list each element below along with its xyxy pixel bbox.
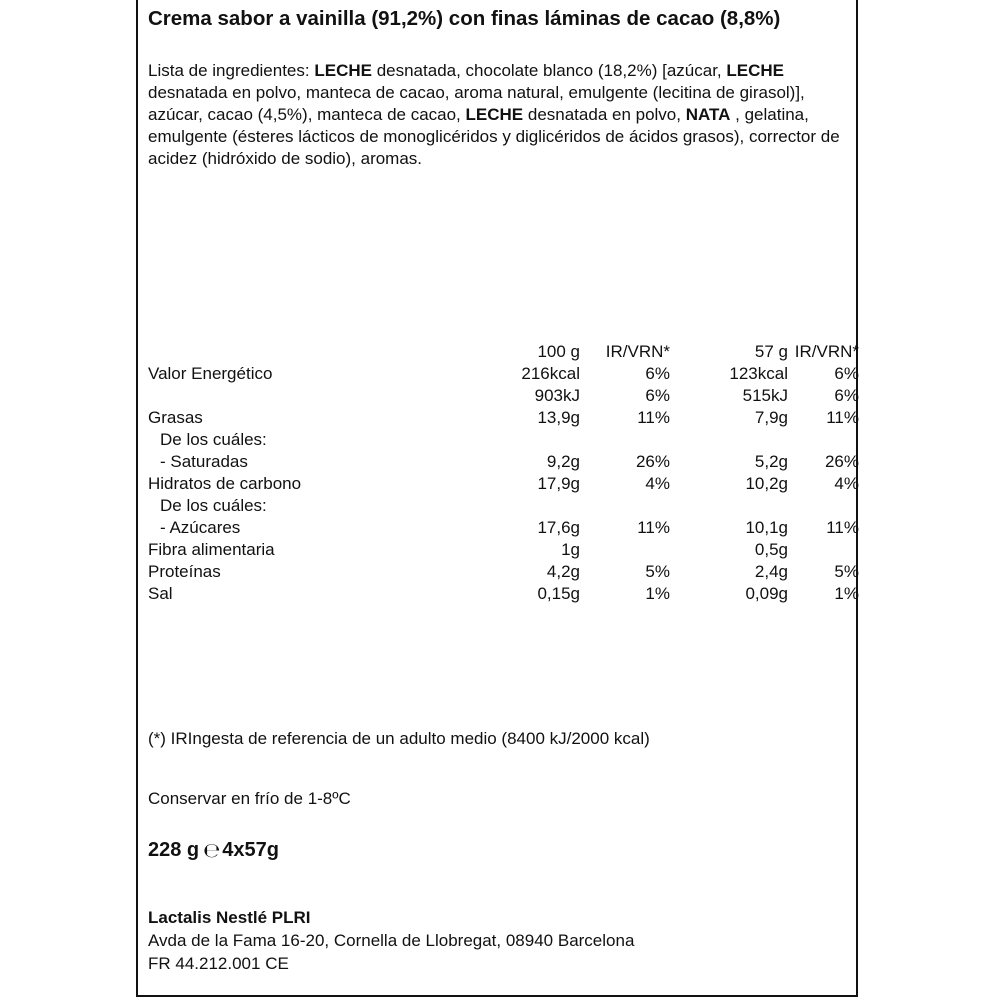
nutrition-cell-label: De los cuáles:	[160, 430, 267, 449]
header-57g: 57 g	[754, 342, 788, 361]
nutrition-cell-label: Hidratos de carbono	[148, 474, 302, 493]
estimated-sign-icon: ℮	[203, 838, 221, 862]
nutrition-row	[148, 539, 859, 561]
net-weight	[148, 838, 279, 862]
allergen-text: LECHE	[726, 61, 784, 80]
nutrition-cell-ir100: 6%	[645, 386, 670, 405]
nutrition-cell-v57	[670, 495, 788, 517]
reference-intake-note: (*) IRIngesta de referencia de un adulto medio (8400 kJ/2000 kcal)	[148, 729, 650, 748]
company-info	[148, 906, 634, 975]
nutrition-row	[148, 363, 859, 385]
header-ir-100g: IR/VRN*	[605, 342, 670, 361]
nutrition-cell-ir100	[580, 539, 670, 561]
nutrition-row	[148, 473, 859, 495]
nutrition-cell-v100	[508, 429, 580, 451]
nutrition-header-row	[148, 341, 859, 363]
nutrition-cell-ir100: 6%	[645, 364, 670, 383]
nutrition-cell-v57: 2,4g	[754, 562, 788, 581]
nutrition-cell-label: Proteínas	[148, 562, 221, 581]
nutrition-cell-v57: 10,2g	[745, 474, 788, 493]
ingredient-text: Lista de ingredientes:	[148, 61, 315, 80]
allergen-text: LECHE	[314, 61, 372, 80]
nutrition-cell-label: Grasas	[148, 408, 203, 427]
nutrition-row	[148, 583, 859, 605]
company-name: Lactalis Nestlé PLRI	[148, 908, 311, 927]
nutrition-row	[148, 451, 859, 473]
nutrition-cell-v100: 903kJ	[534, 386, 580, 405]
nutrition-cell-label: - Azúcares	[160, 518, 241, 537]
allergen-text: LECHE	[465, 105, 524, 124]
nutrition-cell-label	[148, 385, 508, 407]
header-label	[148, 341, 508, 363]
nutrition-cell-v100: 1g	[561, 540, 580, 559]
nutrition-cell-label: Valor Energético	[148, 364, 273, 383]
nutrition-cell-v57: 0,09g	[745, 584, 788, 603]
nutrition-cell-label: Sal	[148, 584, 173, 603]
nutrition-cell-ir100: 5%	[645, 562, 670, 581]
nutrition-cell-ir100: 1%	[645, 584, 670, 603]
nutrition-table	[148, 341, 859, 605]
ingredient-text: , gelatina, emulgente (ésteres lácticos de monoglicéridos y diglicéridos de ácidos grasos), corrector de acidez (hidróxido de sodio), aromas.	[148, 105, 840, 168]
nutrition-cell-ir100: 11%	[637, 518, 670, 537]
nutrition-row	[148, 561, 859, 583]
nutrition-cell-v57: 7,9g	[754, 408, 788, 427]
nutrition-cell-ir100	[580, 495, 670, 517]
nutrition-cell-ir100	[580, 429, 670, 451]
nutrition-cell-v100	[508, 495, 580, 517]
nutrition-cell-v100: 17,9g	[537, 474, 580, 493]
header-100g: 100 g	[537, 342, 580, 361]
header-ir-57g: IR/VRN*	[794, 342, 859, 361]
nutrition-row	[148, 385, 859, 407]
nutrition-cell-v100: 0,15g	[537, 584, 580, 603]
ingredient-text: desnatada en polvo,	[523, 105, 686, 124]
nutrition-cell-v57: 123kcal	[729, 364, 788, 383]
nutrition-cell-v57	[670, 429, 788, 451]
nutrition-cell-v100: 9,2g	[546, 452, 580, 471]
ingredient-text: desnatada, chocolate blanco (18,2%) [azúcar,	[371, 61, 727, 80]
nutrition-cell-ir100: 11%	[637, 408, 670, 427]
nutrition-cell-ir57: 6%	[834, 364, 859, 383]
company-registry: FR 44.212.001 CE	[148, 954, 289, 973]
ingredient-text: desnatada en polvo, manteca de cacao, aroma natural, emulgente (lecitina de girasol)], azúcar, cacao (4,5%), manteca de cacao,	[148, 83, 805, 124]
nutrition-cell-ir57: 6%	[834, 386, 859, 405]
product-title: Crema sabor a vainilla (91,2%) con finas láminas de cacao (8,8%)	[148, 7, 781, 30]
nutrition-cell-v100: 13,9g	[537, 408, 580, 427]
nutrition-cell-ir57: 4%	[834, 474, 859, 493]
nutrition-cell-ir57: 1%	[834, 584, 859, 603]
ingredients-list	[148, 60, 848, 170]
storage-instructions: Conservar en frío de 1-8ºC	[148, 789, 351, 808]
nutrition-cell-ir57: 11%	[826, 408, 859, 427]
nutrition-cell-v57: 10,1g	[745, 518, 788, 537]
allergen-text: NATA	[685, 105, 731, 124]
nutrition-cell-v100: 17,6g	[537, 518, 580, 537]
nutrition-cell-ir100: 4%	[645, 474, 670, 493]
nutrition-row	[148, 429, 859, 451]
nutrition-cell-ir57: 11%	[826, 518, 859, 537]
nutrition-cell-ir57	[788, 495, 859, 517]
nutrition-cell-ir57	[788, 429, 859, 451]
nutrition-cell-ir57: 26%	[824, 452, 859, 471]
nutrition-row	[148, 517, 859, 539]
nutrition-cell-label: Fibra alimentaria	[148, 540, 275, 559]
company-address: Avda de la Fama 16-20, Cornella de Llobregat, 08940 Barcelona	[148, 931, 635, 950]
nutrition-row	[148, 407, 859, 429]
nutrition-cell-v100: 216kcal	[521, 364, 580, 383]
nutrition-cell-ir57	[788, 539, 859, 561]
nutrition-cell-label: - Saturadas	[160, 452, 248, 471]
nutrition-cell-v57: 0,5g	[754, 540, 788, 559]
nutrition-cell-label: De los cuáles:	[160, 496, 267, 515]
nutrition-cell-ir100: 26%	[635, 452, 670, 471]
nutrition-cell-ir57: 5%	[834, 562, 859, 581]
weight-units: 4x57g	[222, 838, 279, 861]
nutrition-cell-v57: 515kJ	[742, 386, 788, 405]
weight-total: 228 g	[148, 838, 200, 861]
nutrition-cell-v100: 4,2g	[546, 562, 580, 581]
nutrition-cell-v57: 5,2g	[754, 452, 788, 471]
nutrition-row	[148, 495, 859, 517]
